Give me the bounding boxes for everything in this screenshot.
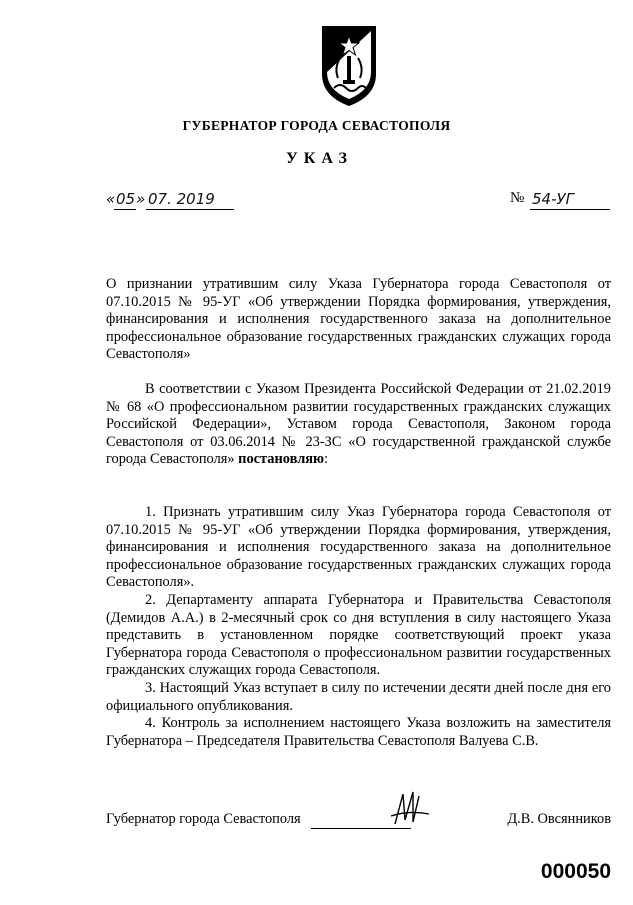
date-rest-underline [146,209,234,210]
decree-item-1: 1. Признать утратившим силу Указ Губернатора города Севастополя от 07.10.2015 № 95-УГ «Об утверждении Порядка формирования, утверждения, финансирования и исполнения государственного заказа на дополнительное профессиональное образование государственных гражданских служащих города Севастополя». [106,504,611,591]
number-value: 54-УГ [532,190,574,208]
decree-subject [106,276,611,364]
signature-block [106,811,611,833]
decree-number [510,190,610,210]
preamble-text: В соответствии с Указом Президента Российской Федерации от 21.02.2019 № 68 «О профессиональном развитии государственных гражданских служащих Российской Федерации», Уставом города Севастополя, Законом города Севастополя от 03.06.2014 № 23-ЗС «О государственной гражданской службе города Севастополя» [106,381,611,468]
date-month-year: 07. 2019 [148,190,215,208]
sevastopol-coat-of-arms-icon [318,22,380,108]
governor-heading: ГУБЕРНАТОР ГОРОДА СЕВАСТОПОЛЯ [182,118,451,133]
preamble-paragraph [106,381,611,469]
preamble-suffix: : [324,451,329,468]
decree-date [106,190,234,210]
decree-title: УКАЗ [286,150,353,167]
signature-rule [311,828,411,829]
serial-number: 000050 [540,860,611,883]
date-day-underline [114,209,136,210]
signature-title: Губернатор города Севастополя [106,811,301,827]
signature-name: Д.В. Овсянников [507,811,611,827]
number-underline [530,209,610,210]
decree-item-4: 4. Контроль за исполнением настоящего Указа возложить на заместителя Губернатора – Председателя Правительства Севастополя Валуева С.В. [106,715,611,749]
number-sign: № [510,190,525,206]
subject-text: О признании утратившим силу Указа Губернатора города Севастополя от 07.10.2015 № 95-УГ «Об утверждении Порядка формирования, утверждения, финансирования и исполнения государственного заказа на дополнительное профессиональное образование государственных гражданских служащих города Севастополя» [106,276,611,363]
date-open-quote: « [106,190,116,208]
date-day: 05 [116,190,136,208]
preamble [106,381,611,469]
date-close-quote: » [136,190,146,208]
decree-items [106,504,611,750]
decree-item-2: 2. Департаменту аппарата Губернатора и Правительства Севастополя (Демидов А.А.) в 2-месячный срок со дня вступления в силу настоящего Указа представить в установленном порядке соответствующий проект указа Губернатора города Севастополя о профессиональном развитии государственных гражданских служащих города Севастополя. [106,591,611,679]
preamble-keyword: постановляю [238,451,325,468]
decree-item-3: 3. Настоящий Указ вступает в силу по истечении десяти дней после дня его официального опубликования. [106,679,611,714]
